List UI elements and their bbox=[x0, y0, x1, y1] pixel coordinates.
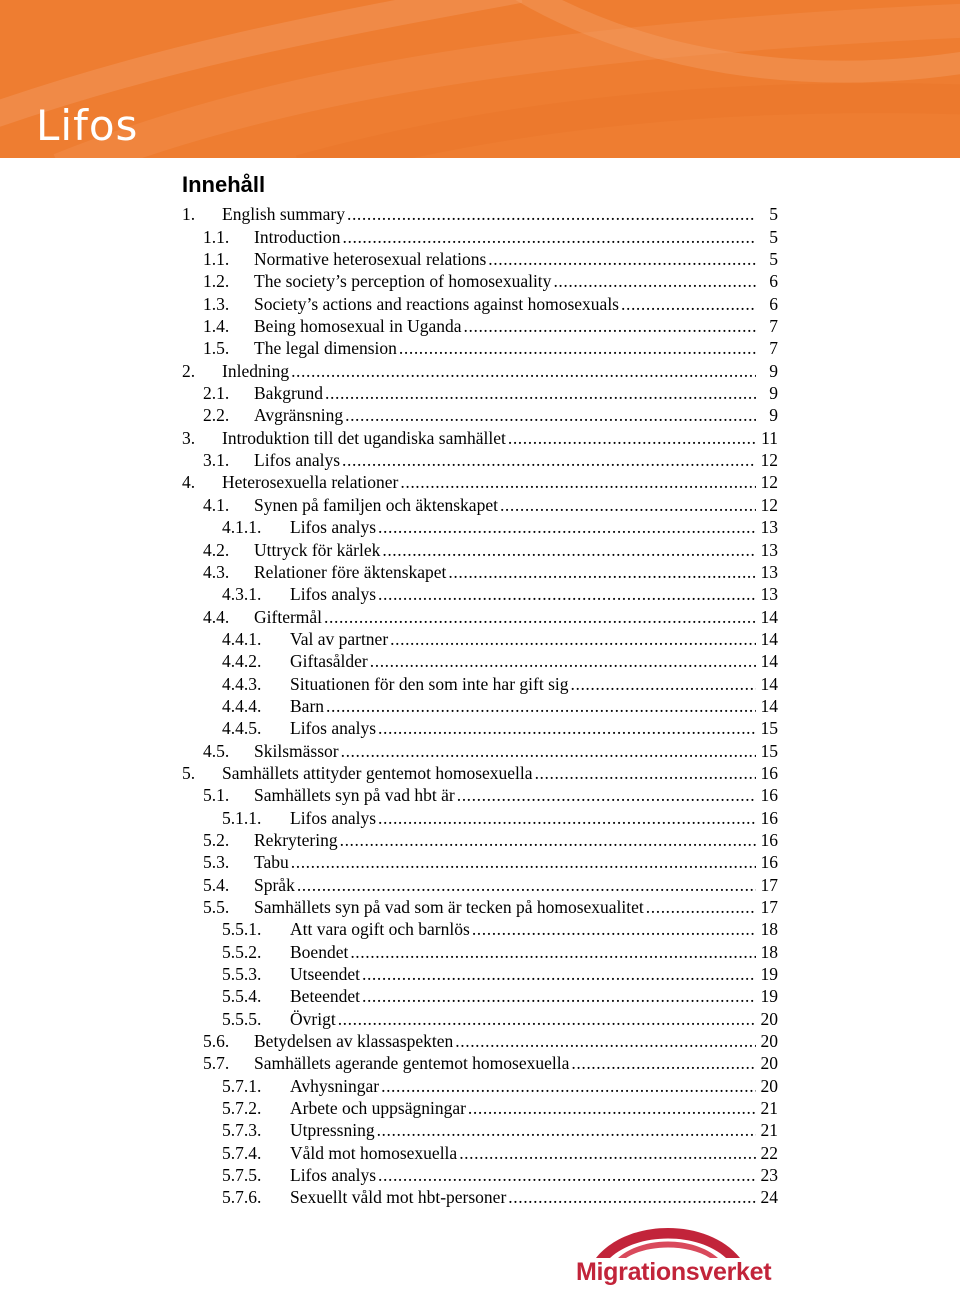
toc-dot-leader bbox=[571, 1052, 756, 1074]
toc-entry-number: 5.5.1. bbox=[222, 919, 262, 940]
toc-entry[interactable] bbox=[182, 1164, 778, 1186]
toc-entry-title: Samhällets agerande gentemot homosexuella bbox=[254, 1053, 570, 1074]
toc-entry-page: 13 bbox=[760, 561, 778, 582]
toc-dot-leader bbox=[378, 516, 756, 538]
toc-entry-number: 5. bbox=[182, 762, 196, 783]
toc-entry-title: Lifos analys bbox=[290, 718, 377, 739]
toc-dot-leader bbox=[571, 673, 757, 695]
toc-entry-title: Utpressning bbox=[290, 1120, 375, 1141]
toc-entry-number: 5.3. bbox=[203, 852, 230, 873]
toc-entry[interactable] bbox=[182, 985, 778, 1007]
toc-entry-title: Uttryck för kärlek bbox=[254, 539, 381, 560]
toc-dot-leader bbox=[508, 427, 756, 449]
toc-dot-leader bbox=[378, 583, 756, 605]
toc-entry-number: 5.7.2. bbox=[222, 1098, 262, 1119]
toc-entry-page: 13 bbox=[760, 539, 778, 560]
toc-entry[interactable] bbox=[182, 538, 778, 560]
toc-entry-page: 13 bbox=[760, 517, 778, 538]
toc-entry-number: 2.2. bbox=[203, 405, 230, 426]
toc-entry-number: 4.4.1. bbox=[222, 628, 262, 649]
toc-entry-number: 5.7.3. bbox=[222, 1120, 262, 1141]
toc-entry-page: 21 bbox=[760, 1120, 778, 1141]
toc-entry[interactable] bbox=[182, 315, 778, 337]
toc-entry-number: 4.4.5. bbox=[222, 718, 262, 739]
toc-entry-page: 9 bbox=[769, 405, 778, 426]
toc-entry-number: 2. bbox=[182, 360, 196, 381]
toc-entry[interactable] bbox=[182, 672, 778, 694]
toc-title: Innehåll bbox=[182, 172, 266, 197]
toc-entry-page: 19 bbox=[760, 964, 778, 985]
toc-dot-leader bbox=[291, 851, 756, 873]
toc-dot-leader bbox=[448, 561, 756, 583]
toc-entry-title: Situationen för den som inte har gift sig bbox=[290, 673, 569, 694]
lifos-logo-text: Lifos bbox=[36, 101, 139, 150]
toc-entry[interactable] bbox=[182, 784, 778, 806]
toc-entry-number: 5.5. bbox=[203, 897, 230, 917]
toc-entry[interactable] bbox=[182, 382, 778, 404]
toc-entry[interactable] bbox=[182, 650, 778, 672]
toc-entry-page: 18 bbox=[760, 941, 778, 962]
toc-entry[interactable] bbox=[182, 1074, 778, 1096]
toc-entry[interactable] bbox=[182, 628, 778, 650]
toc-entry-number: 5.5.2. bbox=[222, 941, 262, 962]
migrationsverket-logo bbox=[570, 1212, 780, 1292]
toc-entry-page: 16 bbox=[760, 785, 778, 806]
toc-entry-title: English summary bbox=[222, 204, 345, 225]
toc-entry[interactable] bbox=[182, 583, 778, 605]
banner-pattern bbox=[0, 0, 960, 158]
toc-entry[interactable] bbox=[182, 1007, 778, 1029]
toc-entry-number: 5.1.1. bbox=[222, 807, 262, 828]
toc-dot-leader bbox=[347, 203, 756, 225]
toc-entry-page: 17 bbox=[760, 874, 778, 895]
toc-entry[interactable] bbox=[182, 471, 778, 493]
toc-entry-number: 4.4.2. bbox=[222, 651, 262, 672]
toc-entry[interactable] bbox=[182, 270, 778, 292]
toc-entry-page: 16 bbox=[760, 807, 778, 828]
toc-entry-title: Rekrytering bbox=[254, 829, 338, 850]
toc-entry-page: 6 bbox=[769, 271, 778, 292]
toc-entry-title: Att vara ogift och barnlös bbox=[290, 919, 470, 940]
toc-dot-leader bbox=[457, 784, 756, 806]
toc-entry-title: Bakgrund bbox=[254, 383, 324, 404]
toc-dot-leader bbox=[382, 539, 756, 561]
toc-entry[interactable] bbox=[182, 963, 778, 985]
toc-dot-leader bbox=[621, 293, 756, 315]
toc-entry-page: 15 bbox=[760, 740, 778, 761]
toc-entry-number: 5.7.6. bbox=[222, 1187, 262, 1208]
toc-dot-leader bbox=[400, 471, 756, 493]
toc-entry-page: 17 bbox=[760, 897, 778, 917]
toc-entry[interactable] bbox=[182, 248, 778, 270]
toc-entry[interactable] bbox=[182, 516, 778, 538]
toc-entry[interactable] bbox=[182, 940, 778, 962]
toc-entry-title: Val av partner bbox=[290, 628, 389, 649]
toc-entry-number: 1.5. bbox=[203, 338, 230, 359]
toc-entry-page: 14 bbox=[760, 695, 778, 716]
toc-entry[interactable] bbox=[182, 1097, 778, 1119]
toc-dot-leader bbox=[324, 606, 756, 628]
toc-entry-number: 2.1. bbox=[203, 383, 230, 404]
toc-entry-title: Society’s actions and reactions against homosexuals bbox=[254, 293, 619, 314]
toc-entry-page: 23 bbox=[760, 1165, 778, 1186]
toc-entry-title: Introduktion till det ugandiska samhället bbox=[222, 427, 506, 448]
toc-entry[interactable] bbox=[182, 225, 778, 247]
toc-entry-number: 4.2. bbox=[203, 539, 230, 560]
toc-dot-leader bbox=[646, 896, 756, 918]
toc-entry-page: 6 bbox=[769, 293, 778, 314]
toc-entry-title: Lifos analys bbox=[290, 807, 377, 828]
toc-entry[interactable] bbox=[182, 762, 778, 784]
table-of-contents bbox=[182, 203, 778, 1208]
toc-dot-leader bbox=[291, 360, 756, 382]
toc-dot-leader bbox=[472, 918, 756, 940]
toc-entry[interactable] bbox=[182, 739, 778, 761]
toc-entry-title: Inledning bbox=[222, 360, 290, 381]
toc-entry-title: Normative heterosexual relations bbox=[254, 249, 487, 270]
toc-dot-leader bbox=[345, 404, 756, 426]
toc-entry[interactable] bbox=[182, 1186, 778, 1208]
toc-entry[interactable] bbox=[182, 873, 778, 895]
toc-dot-leader bbox=[377, 1119, 756, 1141]
toc-entry-page: 5 bbox=[769, 249, 778, 270]
toc-entry-number: 4.4.4. bbox=[222, 695, 262, 716]
toc-entry-number: 4.1. bbox=[203, 494, 230, 515]
toc-entry[interactable] bbox=[182, 359, 778, 381]
toc-entry-title: Språk bbox=[254, 874, 295, 895]
toc-entry[interactable] bbox=[182, 695, 778, 717]
toc-entry[interactable] bbox=[182, 292, 778, 314]
toc-dot-leader bbox=[378, 807, 756, 829]
toc-entry-title: Boendet bbox=[290, 941, 349, 962]
toc-entry[interactable] bbox=[182, 1141, 778, 1163]
toc-entry-number: 5.4. bbox=[203, 874, 230, 895]
toc-entry[interactable] bbox=[182, 203, 778, 225]
toc-entry-title: Introduction bbox=[254, 226, 341, 247]
toc-entry-page: 7 bbox=[769, 338, 778, 359]
toc-entry-number: 1.3. bbox=[203, 293, 230, 314]
toc-entry-title: Samhällets syn på vad som är tecken på homosexualitet bbox=[254, 897, 644, 917]
toc-dot-leader bbox=[343, 226, 756, 248]
toc-entry[interactable] bbox=[182, 605, 778, 627]
toc-entry[interactable] bbox=[182, 717, 778, 739]
toc-dot-leader bbox=[370, 650, 756, 672]
toc-entry[interactable] bbox=[182, 829, 778, 851]
toc-entry-page: 12 bbox=[760, 494, 778, 515]
toc-entry-number: 4. bbox=[182, 472, 196, 493]
toc-dot-leader bbox=[338, 1008, 756, 1030]
toc-entry-number: 5.7.5. bbox=[222, 1165, 262, 1186]
toc-dot-leader bbox=[464, 315, 756, 337]
toc-entry-page: 16 bbox=[760, 852, 778, 873]
toc-entry-title: Relationer före äktenskapet bbox=[254, 561, 447, 582]
toc-entry-number: 3.1. bbox=[203, 450, 230, 471]
toc-entry-title: Lifos analys bbox=[290, 1165, 377, 1186]
toc-entry-title: Giftasålder bbox=[290, 651, 368, 672]
toc-dot-leader bbox=[362, 985, 756, 1007]
toc-entry-title: Våld mot homosexuella bbox=[290, 1142, 458, 1163]
toc-dot-leader bbox=[340, 829, 756, 851]
toc-entry[interactable] bbox=[182, 918, 778, 940]
toc-entry-number: 4.3. bbox=[203, 561, 230, 582]
toc-entry-title: The legal dimension bbox=[254, 338, 397, 359]
toc-entry-number: 1. bbox=[182, 204, 196, 225]
toc-entry-title: The society’s perception of homosexuality bbox=[254, 271, 552, 292]
toc-dot-leader bbox=[399, 337, 756, 359]
toc-entry-title: Heterosexuella relationer bbox=[222, 472, 399, 493]
toc-entry-number: 4.5. bbox=[203, 740, 230, 761]
toc-entry-page: 12 bbox=[760, 472, 778, 493]
toc-entry[interactable] bbox=[182, 404, 778, 426]
toc-dot-leader bbox=[362, 963, 756, 985]
toc-entry-page: 20 bbox=[760, 1075, 778, 1096]
toc-dot-leader bbox=[326, 695, 756, 717]
toc-entry-number: 1.4. bbox=[203, 316, 230, 337]
toc-entry-page: 5 bbox=[769, 226, 778, 247]
toc-dot-leader bbox=[381, 1075, 756, 1097]
toc-entry[interactable] bbox=[182, 337, 778, 359]
toc-entry-page: 14 bbox=[760, 673, 778, 694]
toc-entry-page: 14 bbox=[760, 606, 778, 627]
toc-entry-page: 21 bbox=[760, 1098, 778, 1119]
toc-entry-title: Lifos analys bbox=[254, 450, 341, 471]
toc-entry-title: Barn bbox=[290, 695, 325, 716]
toc-entry-page: 11 bbox=[761, 427, 778, 448]
toc-dot-leader bbox=[297, 874, 756, 896]
toc-entry-title: Tabu bbox=[254, 852, 289, 873]
toc-entry-title: Beteendet bbox=[290, 986, 360, 1007]
toc-entry-page: 9 bbox=[769, 383, 778, 404]
toc-entry-page: 20 bbox=[760, 1031, 778, 1052]
toc-entry-number: 4.4.3. bbox=[222, 673, 262, 694]
toc-entry-page: 14 bbox=[760, 651, 778, 672]
toc-entry-page: 16 bbox=[760, 829, 778, 850]
toc-entry-page: 24 bbox=[760, 1187, 778, 1208]
toc-entry[interactable] bbox=[182, 1052, 778, 1074]
toc-dot-leader bbox=[459, 1142, 756, 1164]
toc-entry-number: 4.1.1. bbox=[222, 517, 262, 538]
toc-entry[interactable] bbox=[182, 896, 778, 918]
toc-entry[interactable] bbox=[182, 1119, 778, 1141]
toc-entry-number: 1.1. bbox=[203, 226, 230, 247]
toc-entry-title: Övrigt bbox=[290, 1008, 336, 1029]
toc-entry-page: 5 bbox=[769, 204, 778, 225]
toc-entry-title: Avhysningar bbox=[290, 1075, 380, 1096]
toc-dot-leader bbox=[378, 717, 756, 739]
toc-entry[interactable] bbox=[182, 1030, 778, 1052]
toc-entry[interactable] bbox=[182, 851, 778, 873]
toc-entry-number: 1.1. bbox=[203, 249, 230, 270]
header-banner bbox=[0, 0, 960, 158]
toc-entry-number: 5.7. bbox=[203, 1053, 230, 1074]
toc-entry-number: 1.2. bbox=[203, 271, 230, 292]
toc-entry-page: 13 bbox=[760, 584, 778, 605]
toc-entry-title: Utseendet bbox=[290, 964, 360, 985]
toc-dot-leader bbox=[500, 494, 756, 516]
toc-entry[interactable] bbox=[182, 561, 778, 583]
toc-entry-number: 5.7.1. bbox=[222, 1075, 262, 1096]
toc-dot-leader bbox=[341, 740, 756, 762]
toc-entry-title: Being homosexual in Uganda bbox=[254, 316, 462, 337]
toc-dot-leader bbox=[390, 628, 756, 650]
toc-entry-page: 20 bbox=[760, 1008, 778, 1029]
toc-dot-leader bbox=[553, 270, 756, 292]
toc-entry-number: 4.3.1. bbox=[222, 584, 262, 605]
toc-entry-title: Betydelsen av klassaspekten bbox=[254, 1031, 454, 1052]
toc-entry-page: 19 bbox=[760, 986, 778, 1007]
toc-entry-number: 5.6. bbox=[203, 1031, 230, 1052]
toc-entry-page: 7 bbox=[769, 316, 778, 337]
toc-dot-leader bbox=[535, 762, 756, 784]
toc-entry-page: 16 bbox=[760, 762, 778, 783]
logo-arc-icon bbox=[588, 1212, 748, 1262]
toc-entry-page: 14 bbox=[760, 628, 778, 649]
toc-entry-page: 12 bbox=[760, 450, 778, 471]
toc-entry-title: Arbete och uppsägningar bbox=[290, 1098, 466, 1119]
toc-entry-title: Lifos analys bbox=[290, 517, 377, 538]
toc-entry-page: 15 bbox=[760, 718, 778, 739]
toc-dot-leader bbox=[342, 449, 756, 471]
toc-entry-page: 22 bbox=[760, 1142, 778, 1163]
toc-dot-leader bbox=[350, 941, 756, 963]
toc-dot-leader bbox=[488, 248, 756, 270]
toc-entry-title: Skilsmässor bbox=[254, 740, 339, 761]
toc-entry-title: Samhällets attityder gentemot homosexuella bbox=[222, 762, 533, 783]
toc-entry[interactable] bbox=[182, 426, 778, 448]
logo-wordmark: Migrationsverket bbox=[576, 1258, 772, 1286]
toc-dot-leader bbox=[468, 1097, 756, 1119]
toc-entry-number: 5.5.5. bbox=[222, 1008, 262, 1029]
toc-entry[interactable] bbox=[182, 449, 778, 471]
toc-entry-title: Sexuellt våld mot hbt-personer bbox=[290, 1187, 507, 1208]
toc-entry-title: Giftermål bbox=[254, 606, 323, 627]
toc-entry-page: 9 bbox=[769, 360, 778, 381]
toc-entry-page: 18 bbox=[760, 919, 778, 940]
toc-entry[interactable] bbox=[182, 493, 778, 515]
toc-entry-title: Lifos analys bbox=[290, 584, 377, 605]
toc-entry-title: Synen på familjen och äktenskapet bbox=[254, 494, 498, 515]
toc-entry-page: 20 bbox=[760, 1053, 778, 1074]
toc-dot-leader bbox=[325, 382, 756, 404]
toc-entry-number: 5.7.4. bbox=[222, 1142, 262, 1163]
toc-entry-number: 5.5.3. bbox=[222, 964, 262, 985]
toc-entry-number: 5.2. bbox=[203, 829, 230, 850]
toc-dot-leader bbox=[378, 1164, 756, 1186]
toc-entry-title: Avgränsning bbox=[254, 405, 344, 426]
toc-entry[interactable] bbox=[182, 806, 778, 828]
toc-entry-number: 4.4. bbox=[203, 606, 230, 627]
toc-entry-title: Samhällets syn på vad hbt är bbox=[254, 785, 455, 806]
toc-entry-number: 5.5.4. bbox=[222, 986, 262, 1007]
toc-entry-number: 5.1. bbox=[203, 785, 230, 806]
toc-dot-leader bbox=[455, 1030, 756, 1052]
toc-entry-number: 3. bbox=[182, 427, 196, 448]
toc-dot-leader bbox=[508, 1186, 756, 1208]
